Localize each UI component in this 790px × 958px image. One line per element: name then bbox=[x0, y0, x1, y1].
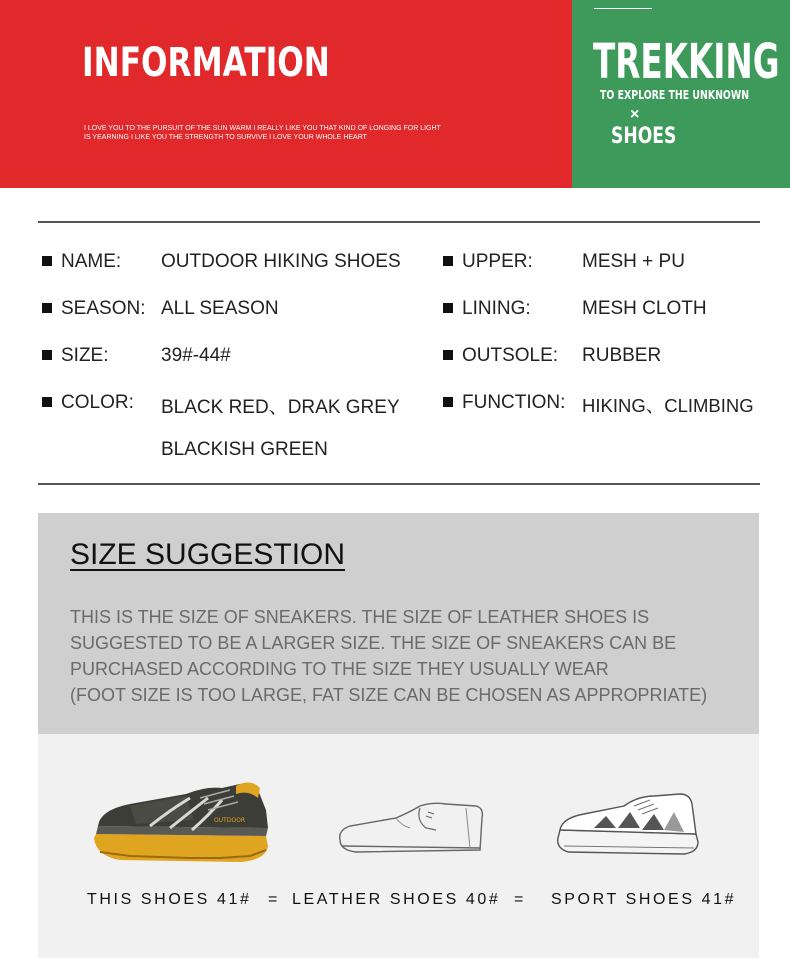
bullet-icon bbox=[443, 397, 453, 407]
trekking-tagline: TO EXPLORE THE UNKNOWN bbox=[600, 88, 750, 102]
bullet-icon bbox=[42, 350, 52, 360]
bullet-icon bbox=[443, 303, 453, 313]
spec-lining-label: LINING: bbox=[462, 298, 531, 319]
bullet-icon bbox=[42, 303, 52, 313]
banner-red-panel bbox=[0, 0, 572, 188]
bullet-icon bbox=[42, 256, 52, 266]
trekking-shoes-label: SHOES bbox=[611, 124, 677, 149]
hiking-shoe-brand: OUTDOOR bbox=[214, 817, 246, 824]
spec-top-rule bbox=[38, 221, 760, 223]
spec-upper-value: MESH + PU bbox=[582, 251, 685, 272]
spec-color-value-2: BLACKISH GREEN bbox=[161, 439, 328, 460]
size-suggestion-line-2: SUGGESTED TO BE A LARGER SIZE. THE SIZE OF SNEAKERS CAN BE bbox=[70, 633, 677, 653]
equals-sign: = bbox=[268, 891, 280, 908]
size-suggestion-line-1: THIS IS THE SIZE OF SNEAKERS. THE SIZE OF LEATHER SHOES IS bbox=[70, 607, 650, 627]
trekking-cross: × bbox=[630, 106, 640, 123]
this-shoes-size: THIS SHOES 41# bbox=[87, 891, 252, 908]
spec-bottom-rule bbox=[38, 483, 760, 485]
bullet-icon bbox=[443, 350, 453, 360]
spec-season-value: ALL SEASON bbox=[161, 298, 279, 319]
spec-outsole-label: OUTSOLE: bbox=[462, 345, 559, 366]
spec-size-label: SIZE: bbox=[61, 345, 109, 366]
hiking-shoe-photo bbox=[90, 776, 272, 872]
bullet-icon bbox=[443, 256, 453, 266]
green-panel-divider bbox=[594, 8, 652, 9]
leather-shoe-icon bbox=[336, 800, 488, 860]
spec-function-value: HIKING、CLIMBING bbox=[582, 395, 754, 416]
bullet-icon bbox=[42, 397, 52, 407]
spec-name-label: NAME: bbox=[61, 251, 122, 272]
spec-outsole-value: RUBBER bbox=[582, 345, 662, 366]
leather-shoes-size: LEATHER SHOES 40# bbox=[292, 891, 501, 908]
information-title: INFORMATION bbox=[82, 40, 330, 86]
information-subtitle-line-2: IS YEARNING I LIKE YOU THE STRENGTH TO SURVIVE I LOVE YOUR WHOLE HEART bbox=[84, 134, 367, 141]
spec-size-value: 39#-44# bbox=[161, 345, 231, 366]
sport-shoe-icon bbox=[554, 790, 702, 860]
information-subtitle-line-1: I LOVE YOU TO THE PURSUIT OF THE SUN WARM I REALLY LIKE YOU THAT KIND OF LONGING FOR LIGHT bbox=[84, 125, 441, 132]
spec-function-label: FUNCTION: bbox=[462, 392, 566, 413]
spec-color-label: COLOR: bbox=[61, 392, 134, 413]
information-subtitle bbox=[84, 124, 504, 142]
size-suggestion-line-3: PURCHASED ACCORDING TO THE SIZE THEY USUALLY WEAR bbox=[70, 659, 609, 679]
header-banner bbox=[0, 0, 790, 188]
size-suggestion-line-4: (FOOT SIZE IS TOO LARGE, FAT SIZE CAN BE CHOSEN AS APPROPRIATE) bbox=[70, 685, 708, 705]
spec-lining-value: MESH CLOTH bbox=[582, 298, 707, 319]
equals-sign: = bbox=[514, 891, 526, 908]
size-suggestion-title: SIZE SUGGESTION bbox=[70, 538, 346, 571]
trekking-title: TREKKING bbox=[593, 34, 780, 90]
spec-upper-label: UPPER: bbox=[462, 251, 533, 272]
sport-shoes-size: SPORT SHOES 41# bbox=[551, 891, 737, 908]
spec-name-value: OUTDOOR HIKING SHOES bbox=[161, 251, 401, 272]
spec-color-value-1: BLACK RED、DRAK GREY bbox=[161, 397, 400, 418]
spec-season-label: SEASON: bbox=[61, 298, 146, 319]
